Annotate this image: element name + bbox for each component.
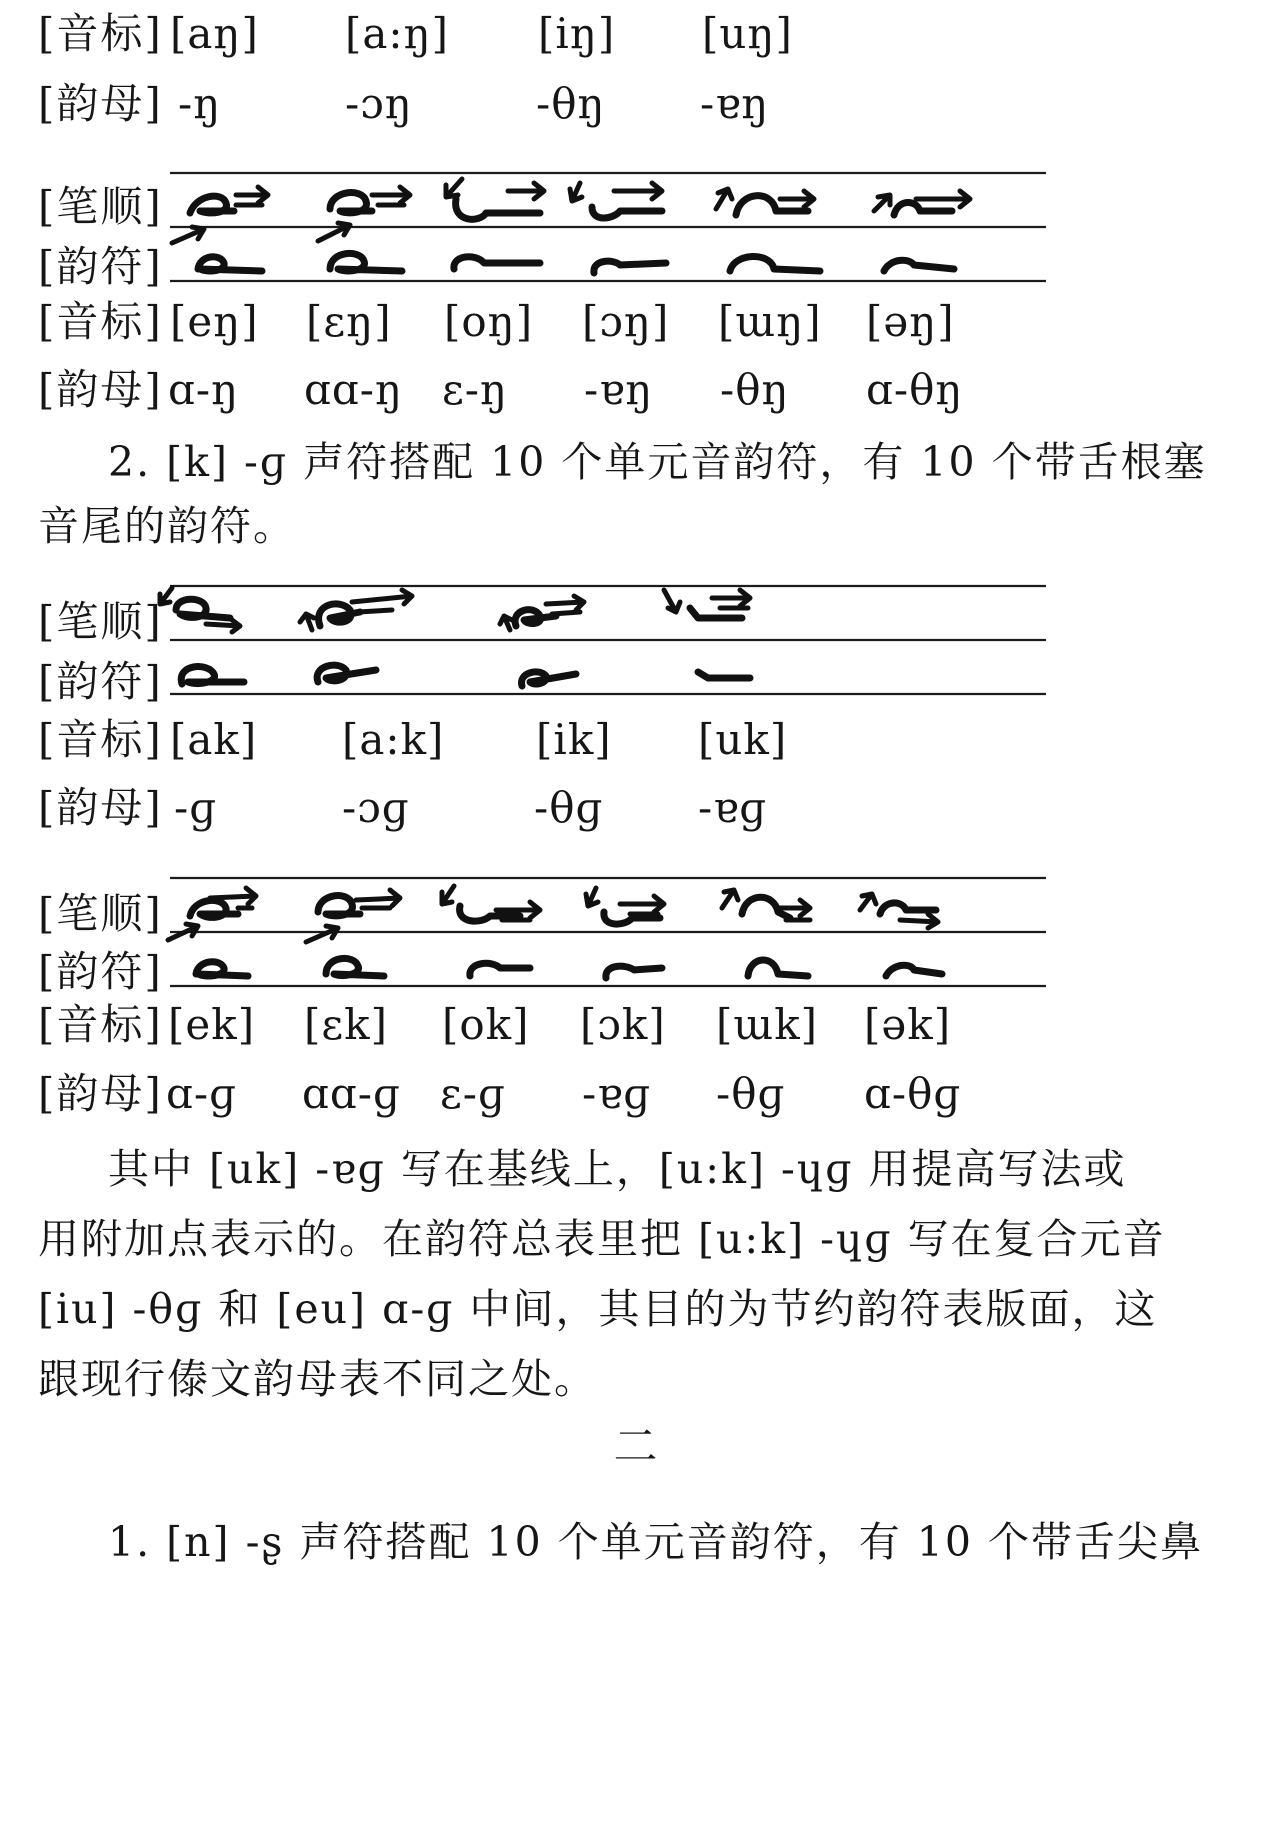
final-cell: -θŋ — [720, 365, 790, 414]
block1-yunmu-row — [0, 72, 1271, 136]
paragraph-line: 其中 [uk] -ɐɡ 写在基线上，[u:k] -ɥɡ 用提高写法或 — [108, 1145, 1127, 1193]
block1-yinbiao-row — [0, 2, 1271, 66]
ipa-cell: [ɯk] — [716, 1000, 819, 1049]
final-cell: -ɔŋ — [345, 79, 413, 128]
ipa-cell: [uk] — [698, 715, 788, 764]
final-cell: -ɐŋ — [700, 79, 770, 128]
block4-yinbiao-row — [0, 993, 1271, 1057]
label-yunfu: [韵符] — [38, 947, 163, 996]
final-cell: ɛ-ŋ — [442, 365, 508, 414]
final-cell: -ɐŋ — [584, 365, 654, 414]
label-bishun: [笔顺] — [38, 889, 163, 938]
final-cell: -ŋ — [178, 79, 222, 128]
ipa-cell: [ek] — [168, 1000, 256, 1049]
paragraph-k-intro — [38, 430, 1238, 558]
final-cell: ɑ-θŋ — [866, 365, 964, 414]
ipa-cell: [eŋ] — [170, 297, 259, 346]
paragraph-line: 2. [k] -ɡ 声符搭配 10 个单元音韵符，有 10 个带舌根塞 — [108, 438, 1207, 486]
block3-yinbiao-row — [0, 708, 1271, 772]
final-cell: -θŋ — [536, 79, 606, 128]
final-cell: -θɡ — [534, 783, 604, 832]
block3-yunfu-label-row — [0, 650, 1271, 714]
section-heading: 二 — [613, 1421, 658, 1472]
ipa-cell: [ok] — [442, 1000, 530, 1049]
ipa-cell: [əŋ] — [866, 297, 955, 346]
ipa-cell: [ak] — [170, 715, 258, 764]
label-yinbiao: [音标] — [38, 1000, 163, 1049]
ipa-cell: [ɯŋ] — [718, 297, 822, 346]
final-cell: ɑ-ɡ — [166, 1069, 237, 1118]
ipa-cell: [ɛŋ] — [306, 297, 392, 346]
block3-bishun-label-row — [0, 590, 1271, 654]
ipa-cell: [ik] — [536, 715, 612, 764]
paragraph-line: 跟现行傣文韵母表不同之处。 — [38, 1355, 597, 1403]
paragraph-line: [iu] -θɡ 和 [eu] ɑ-ɡ 中间，其目的为节约韵符表版面，这 — [38, 1285, 1158, 1333]
final-cell: ɑ-θɡ — [864, 1069, 962, 1118]
block4-bishun-label-row — [0, 882, 1271, 946]
label-yinbiao: [音标] — [38, 297, 163, 346]
final-cell: -θɡ — [716, 1069, 786, 1118]
label-yinbiao: [音标] — [38, 9, 163, 58]
block2-yinbiao-row — [0, 290, 1271, 354]
label-yunmu: [韵母] — [38, 365, 163, 414]
final-cell: ɑ-ŋ — [168, 365, 240, 414]
ipa-cell: [iŋ] — [538, 9, 616, 58]
paragraph-line: 音尾的韵符。 — [38, 502, 296, 550]
ipa-cell: [ɛk] — [304, 1000, 388, 1049]
paragraph-uk-note — [38, 1134, 1238, 1414]
ipa-cell: [a:k] — [342, 715, 445, 764]
ipa-cell: [ɔŋ] — [582, 297, 670, 346]
ipa-cell: [ɔk] — [580, 1000, 666, 1049]
block2-bishun-label-row — [0, 175, 1271, 239]
paragraph-n-intro — [38, 1510, 1238, 1574]
final-cell: ɛ-ɡ — [440, 1069, 506, 1118]
final-cell: -ɔɡ — [342, 783, 410, 832]
label-yunmu: [韵母] — [38, 79, 163, 128]
final-cell: -ɐɡ — [698, 783, 768, 832]
final-cell: ɑɑ-ŋ — [304, 365, 404, 414]
ipa-cell: [ək] — [864, 1000, 952, 1049]
block2-yunmu-row — [0, 358, 1271, 422]
final-cell: -ɐɡ — [582, 1069, 652, 1118]
paragraph-line: 1. [n] -ʂ 声符搭配 10 个单元音韵符，有 10 个带舌尖鼻 — [108, 1518, 1203, 1566]
ipa-cell: [a:ŋ] — [345, 9, 450, 58]
label-bishun: [笔顺] — [38, 597, 163, 646]
block3-yunmu-row — [0, 776, 1271, 840]
final-cell: ɑɑ-ɡ — [302, 1069, 401, 1118]
label-bishun: [笔顺] — [38, 182, 163, 231]
block4-yunmu-row — [0, 1062, 1271, 1126]
paragraph-line: 用附加点表示的。在韵符总表里把 [u:k] -ɥɡ 写在复合元音 — [38, 1215, 1166, 1263]
ipa-cell: [oŋ] — [444, 297, 534, 346]
label-yunmu: [韵母] — [38, 1069, 163, 1118]
label-yinbiao: [音标] — [38, 715, 163, 764]
ipa-cell: [uŋ] — [702, 9, 793, 58]
label-yunfu: [韵符] — [38, 657, 163, 706]
final-cell: -ɡ — [174, 783, 218, 832]
label-yunmu: [韵母] — [38, 783, 163, 832]
label-yunfu: [韵符] — [38, 242, 163, 291]
ipa-cell: [aŋ] — [170, 9, 259, 58]
